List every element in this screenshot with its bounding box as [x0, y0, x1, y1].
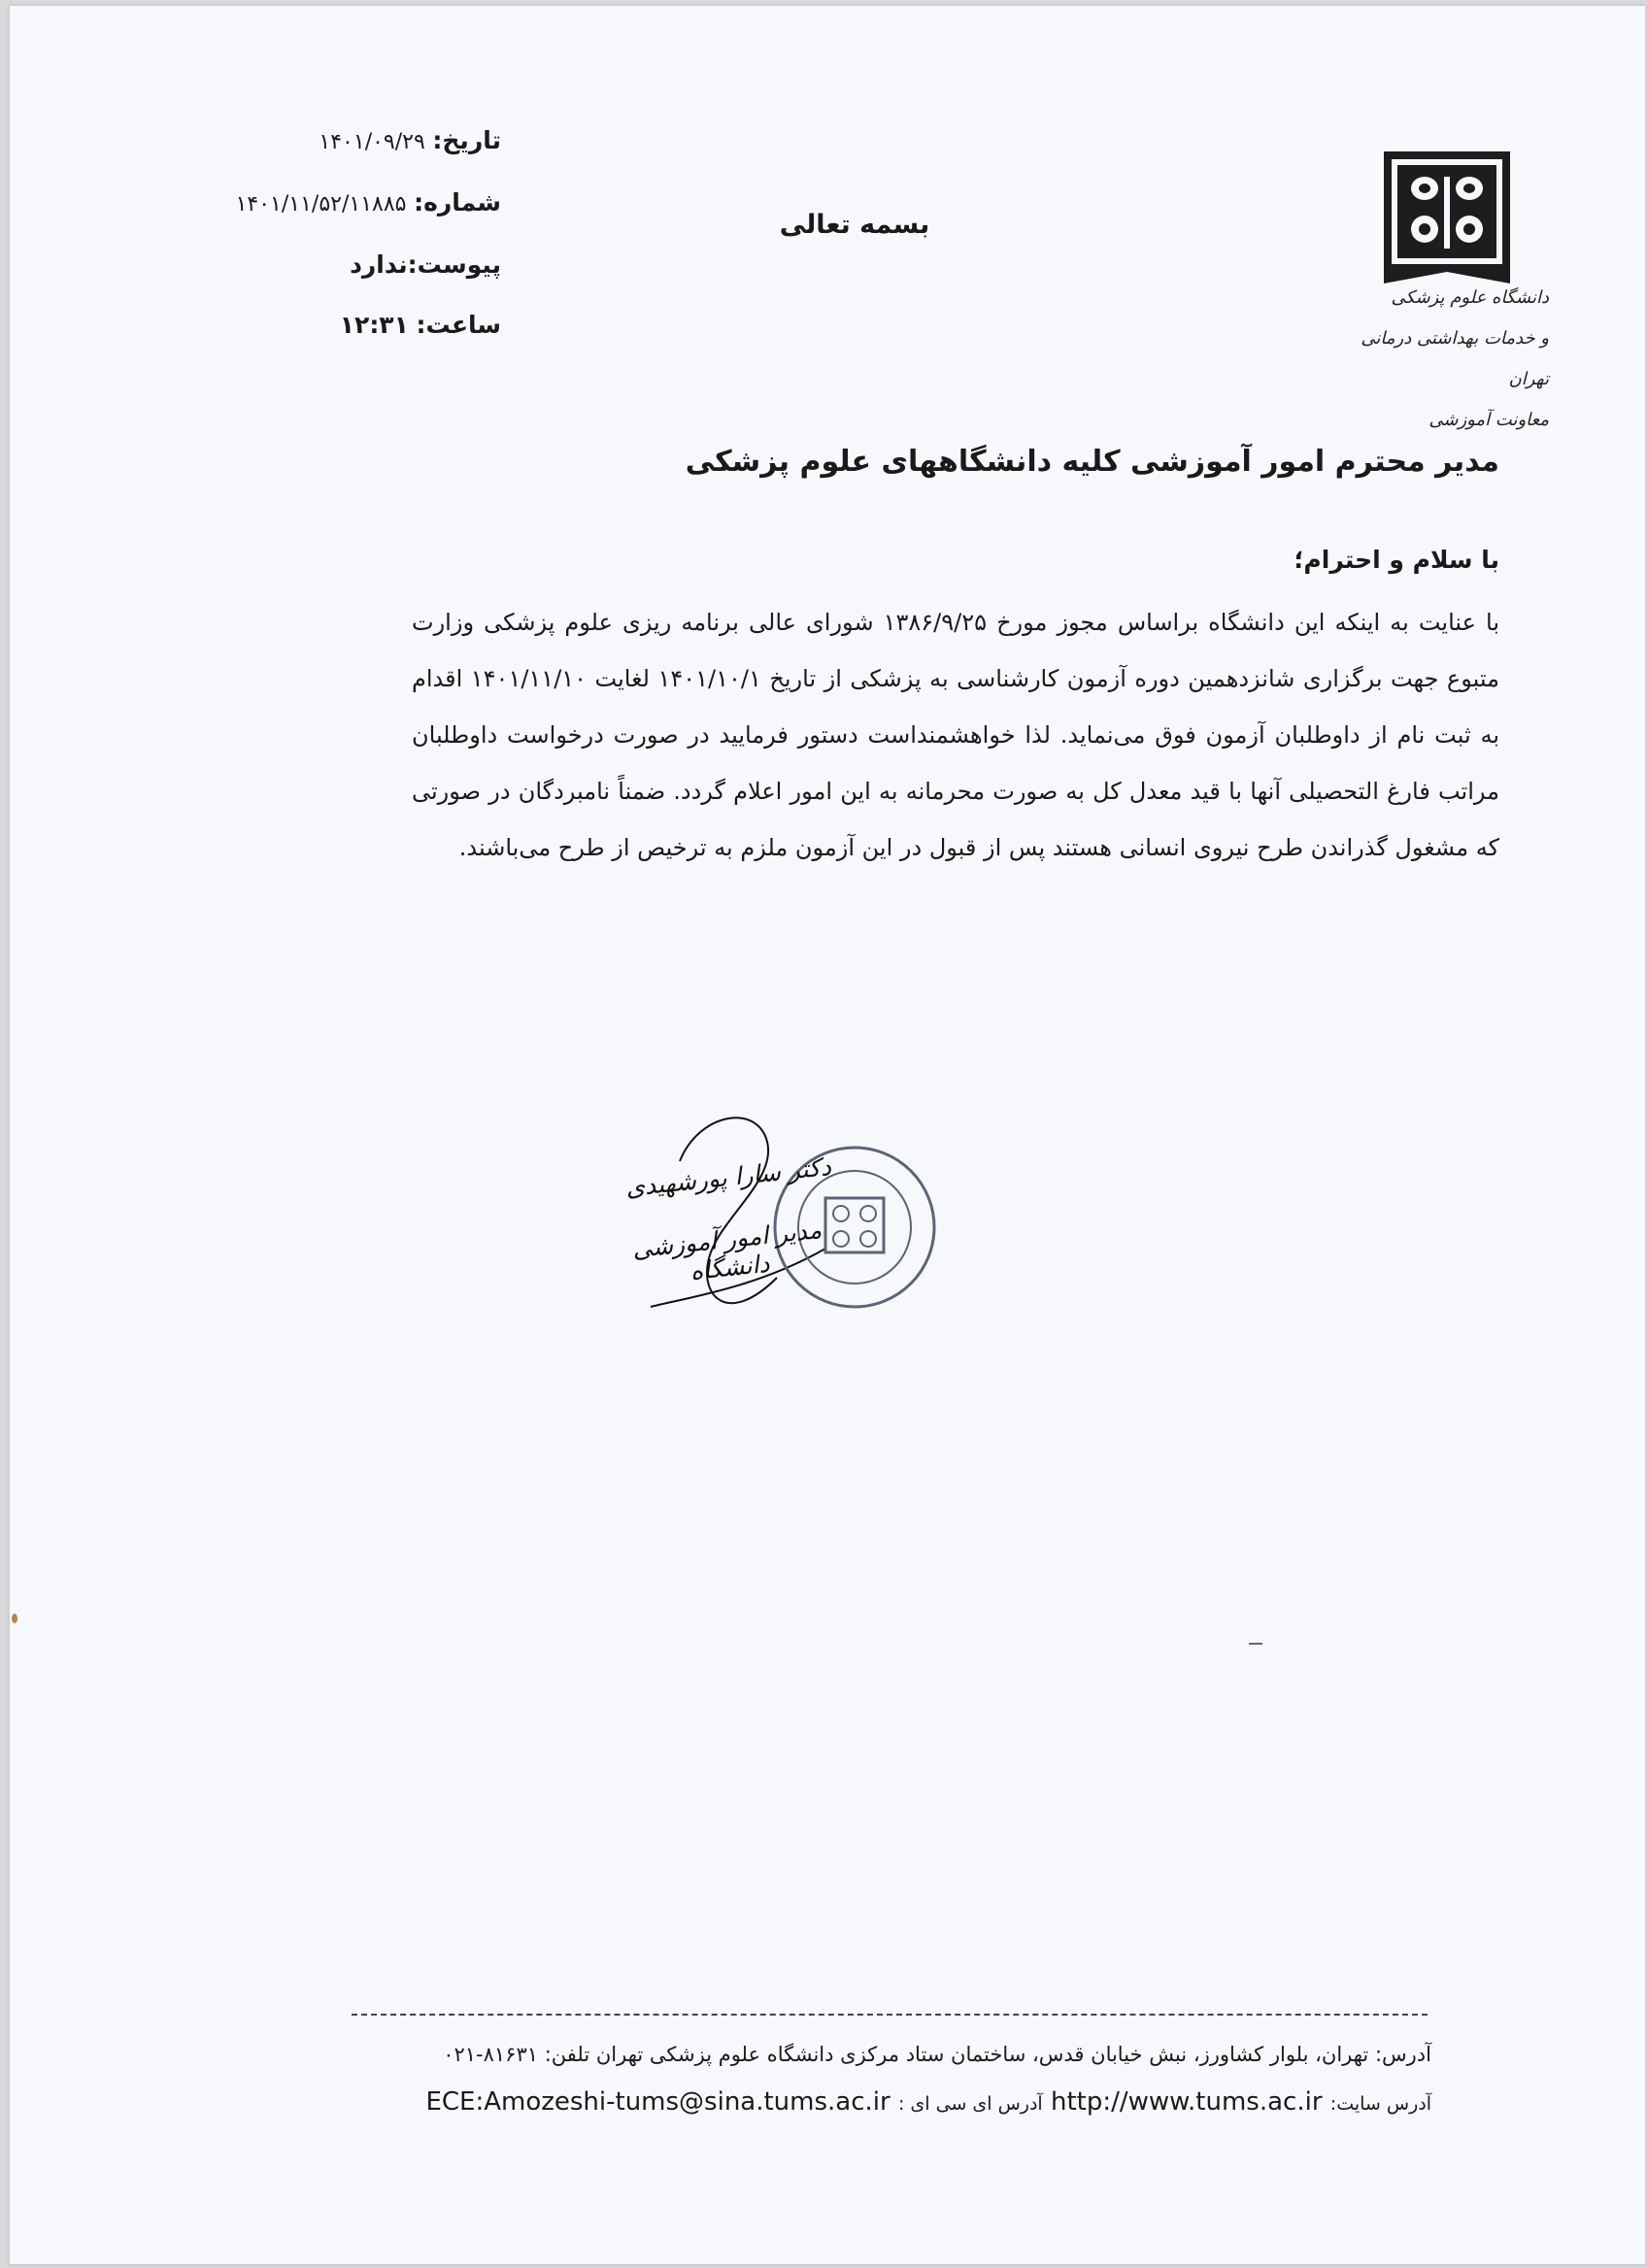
- logo-caption: [1355, 278, 1549, 441]
- ece-label: آدرس ای سی ای :: [897, 2093, 1043, 2115]
- number-row: [210, 173, 501, 235]
- site-label: آدرس سایت:: [1329, 2093, 1431, 2115]
- university-logo: [1355, 148, 1549, 430]
- number-label: شماره:: [414, 188, 501, 217]
- time-value: ۱۲:۳۱: [339, 311, 409, 339]
- number-value: ۱۴۰۱/۱۱/۵۲/۱۱۸۸۵: [235, 192, 407, 217]
- footer-divider: [352, 2014, 1428, 2016]
- page-mark: [1249, 1643, 1262, 1645]
- signatory-name: دکتر سارا پورشهیدی: [623, 1151, 833, 1203]
- addressee: مدیر محترم امور آموزشی کلیه دانشگاههای علوم پزشکی: [685, 445, 1499, 479]
- greeting: با سلام و احترام؛: [1294, 546, 1499, 574]
- time-label: ساعت:: [416, 311, 501, 339]
- footer-address: آدرس: تهران، بلوار کشاورز، نبش خیابان قدس، ساختمان ستاد مرکزی دانشگاه علوم پزشکی تهران تلفن: ۸۱۶۳۱-۰۲۱: [443, 2043, 1431, 2066]
- footer-contacts: [266, 2087, 1431, 2117]
- letter-body: با عنایت به اینکه این دانشگاه براساس مجوز مورخ ۱۳۸۶/۹/۲۵ شورای عالی برنامه ریزی علوم پزشکی وزارت متبوع جهت برگزاری شانزدهمین دوره آزمون کارشناسی به پزشکی از تاریخ ۱۴۰۱/۱۰/۱ لغایت ۱۴۰۱/۱۱/۱۰ اقدام به ثبت نام از داوطلبان آزمون فوق می‌نماید. لذا خواهشمنداست دستور فرمایید در صورت درخواست داوطلبان مراتب فارغ التحصیلی آنها با قید معدل کل به صورت محرمانه به این امور اعلام گردد. ضمناً نامبردگان در صورتی که مشغول گذراندن طرح نیروی انسانی هستند پس از قبول در این آزمون ملزم به ترخیص از طرح می‌باشند.: [412, 609, 1499, 861]
- letter-meta: [210, 111, 501, 355]
- date-value: ۱۴۰۱/۰۹/۲۹: [319, 130, 425, 154]
- site-url-link[interactable]: http://www.tums.ac.ir: [1050, 2087, 1323, 2117]
- basmala-heading: بسمه تعالی: [779, 210, 930, 240]
- logo-line-deputy: معاونت آموزشی: [1429, 410, 1549, 430]
- time-row: [210, 295, 501, 355]
- ece-address[interactable]: ECE:Amozeshi-tums@sina.tums.ac.ir: [425, 2087, 891, 2117]
- university-emblem-icon: [1355, 148, 1549, 284]
- attachment-text: پیوست:ندارد: [350, 250, 501, 279]
- date-label: تاریخ:: [432, 126, 501, 154]
- logo-line-services: و خدمات بهداشتی درمانی تهران: [1361, 328, 1549, 389]
- date-row: [210, 111, 501, 173]
- edge-mark: [12, 1614, 17, 1623]
- letter-page: [10, 6, 1645, 2264]
- logo-line-university: دانشگاه علوم پزشکی: [1391, 287, 1549, 308]
- signatory-title: مدیر امور آموزشی دانشگاه: [630, 1215, 824, 1286]
- attachment-row: [210, 235, 501, 295]
- signature-block: [534, 1103, 942, 1355]
